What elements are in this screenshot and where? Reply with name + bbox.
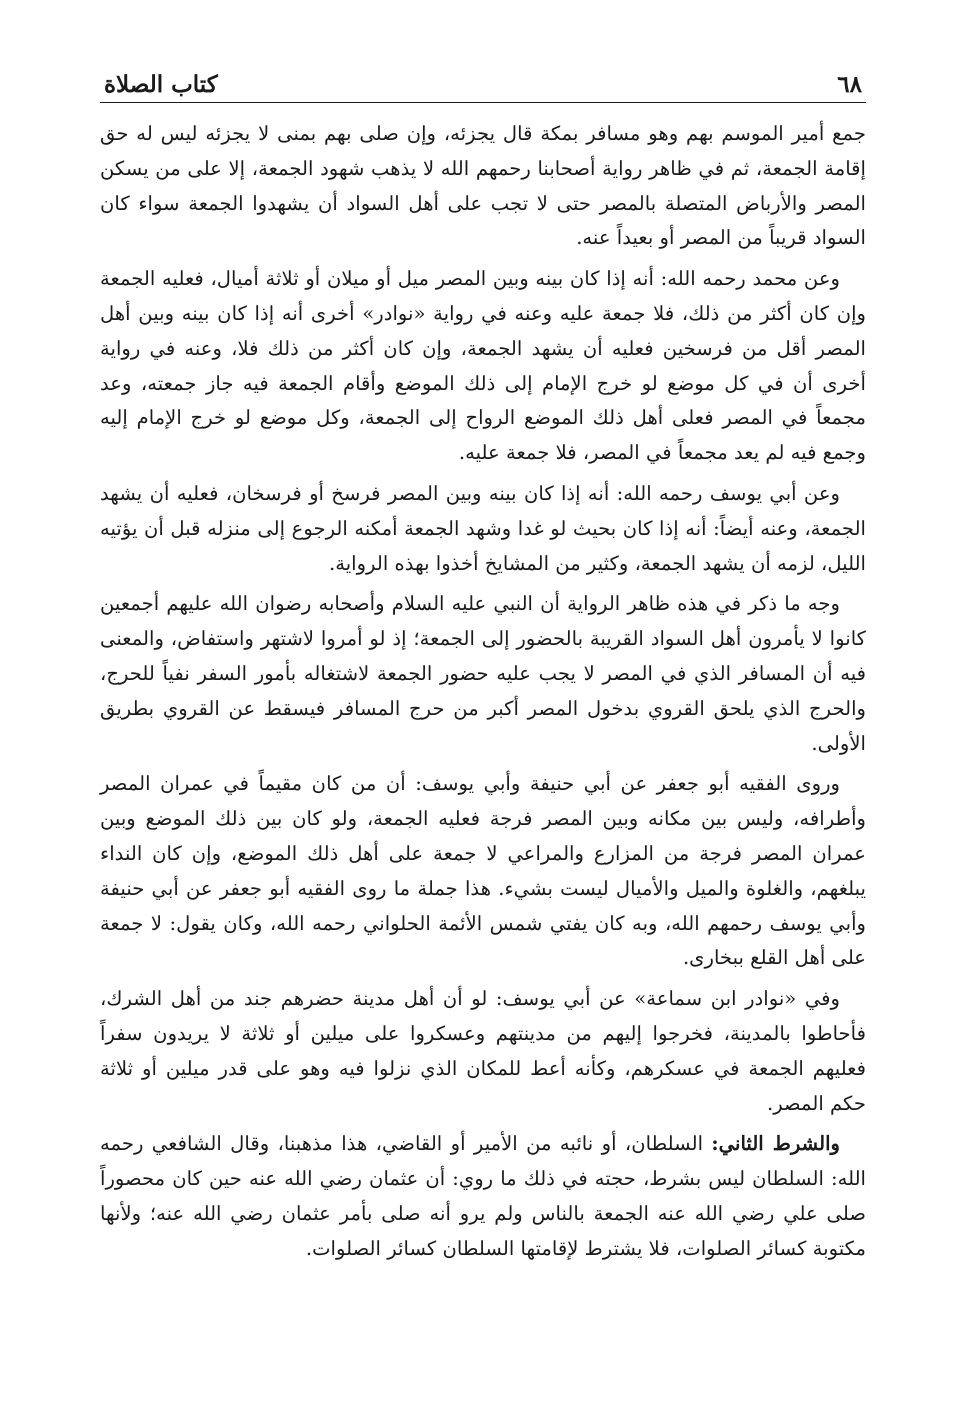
paragraph-text: وعن أبي يوسف رحمه الله: أنه إذا كان بينه وبين المصر فرسخ أو فرسخان، فعليه أن يشهد الجمعة، وعنه أيضاً: أنه إذا كان بحيث لو غدا وشهد الجمعة أمكنه الرجوع إلى منزله قبل أن يؤتيه الليل، لزمه أن يشهد الجمعة، وكثير من المشايخ أخذوا بهذه الرواية. xyxy=(100,481,866,575)
running-header xyxy=(100,62,866,98)
paragraph-text: جمع أمير الموسم بهم وهو مسافر بمكة قال يجزئه، وإن صلى بهم بمنى لا يجزئه ليس له حق إقامة الجمعة، ثم في ظاهر رواية أصحابنا رحمهم الله لا يذهب شهود الجمعة، إلا على من يسكن المصر والأرباض المتصلة بالمصر حتى لا تجب على أهل السواد أن يشهدوا الجمعة سواء كان السواد قريباً من المصر أو بعيداً عنه. xyxy=(100,122,866,250)
paragraph-text: السلطان، أو نائبه من الأمير أو القاضي، هذا مذهبنا، وقال الشافعي رحمه الله: السلطان ليس بشرط، حجته في ذلك ما روي: أن عثمان رضي الله عنه حين كان محصوراً صلى علي رضي الله عنه الجمعة بالناس ولم يرو أنه صلى بأمر عثمان رضي الله عنه؛ ولأنها مكتوبة كسائر الصلوات، فلا يشترط لإقامتها السلطان كسائر الصلوات. xyxy=(100,1132,866,1260)
paragraph xyxy=(100,767,866,976)
book-page xyxy=(100,62,866,1362)
page-number: ٦٨ xyxy=(837,71,862,98)
paragraph-text: وعن محمد رحمه الله: أنه إذا كان بينه وبين المصر ميل أو ميلان أو ثلاثة أميال، فعليه الجمعة وإن كان أكثر من ذلك، فلا جمعة عليه وعنه في رواية «نوادر» أخرى أنه إذا كان بينه وبين أهل المصر أقل من فرسخين فعليه أن يشهد الجمعة، وإن كان أكثر من ذلك فلا، وعنه في رواية أخرى أن في كل موضع لو خرج الإمام إلى ذلك الموضع وأقام الجمعة فيه جاز جمعته، وعد مجمعاً في المصر فعلى أهل ذلك الموضع الرواح إلى الجمعة، وكل موضع لو خرج الإمام إليه وجمع فيه لم يعد مجمعاً في المصر، فلا جمعة عليه. xyxy=(100,267,866,465)
paragraph-lead: والشرط الثاني: xyxy=(711,1132,840,1156)
paragraph-text: وفي «نوادر ابن سماعة» عن أبي يوسف: لو أن أهل مدينة حضرهم جند من أهل الشرك، فأحاطوا بالمدينة، فخرجوا إليهم من مدينتهم وعسكروا على ميلين أو ثلاثة لا يريدون سفراً فعليهم الجمعة في عسكرهم، وكأنه أعط للمكان الذي نزلوا فيه وهو على قدر ميلين أو ثلاثة حكم المصر. xyxy=(100,987,866,1115)
header-rule xyxy=(100,102,866,103)
paragraph xyxy=(100,262,866,471)
paragraph xyxy=(100,1127,866,1266)
paragraph xyxy=(100,117,866,256)
paragraph xyxy=(100,587,866,761)
paragraph-text: وروى الفقيه أبو جعفر عن أبي حنيفة وأبي يوسف: أن من كان مقيماً في عمران المصر وأطرافه، وليس بين مكانه وبين المصر فرجة فعليه الجمعة، ولو كان بين ذلك الموضع وبين عمران المصر فرجة من المزارع والمراعي لا جمعة على أهل ذلك الموضع، وإن كان النداء يبلغهم، والغلوة والميل والأميال ليست بشيء. هذا جملة ما روى الفقيه أبو جعفر عن أبي حنيفة وأبي يوسف رحمهم الله، وبه كان يفتي شمس الأئمة الحلواني رحمه الله، وكان يقول: لا جمعة على أهل القلع ببخارى. xyxy=(100,772,866,970)
paragraph xyxy=(100,982,866,1121)
paragraph-text: وجه ما ذكر في هذه ظاهر الرواية أن النبي عليه السلام وأصحابه رضوان الله عليهم أجمعين كانوا لا يأمرون أهل السواد القريبة بالحضور إلى الجمعة؛ إذ لو أمروا لاشتهر واستفاض، والمعنى فيه أن المسافر الذي في المصر لا يجب عليه حضور الجمعة لاشتغاله بأمور السفر نفياً للحرج، والحرج الذي يلحق القروي بدخول المصر أكبر من حرج المسافر فيسقط عن القروي بطريق الأولى. xyxy=(100,592,866,755)
body-text xyxy=(100,117,866,1267)
book-title: كتاب الصلاة xyxy=(104,71,218,98)
paragraph xyxy=(100,477,866,581)
